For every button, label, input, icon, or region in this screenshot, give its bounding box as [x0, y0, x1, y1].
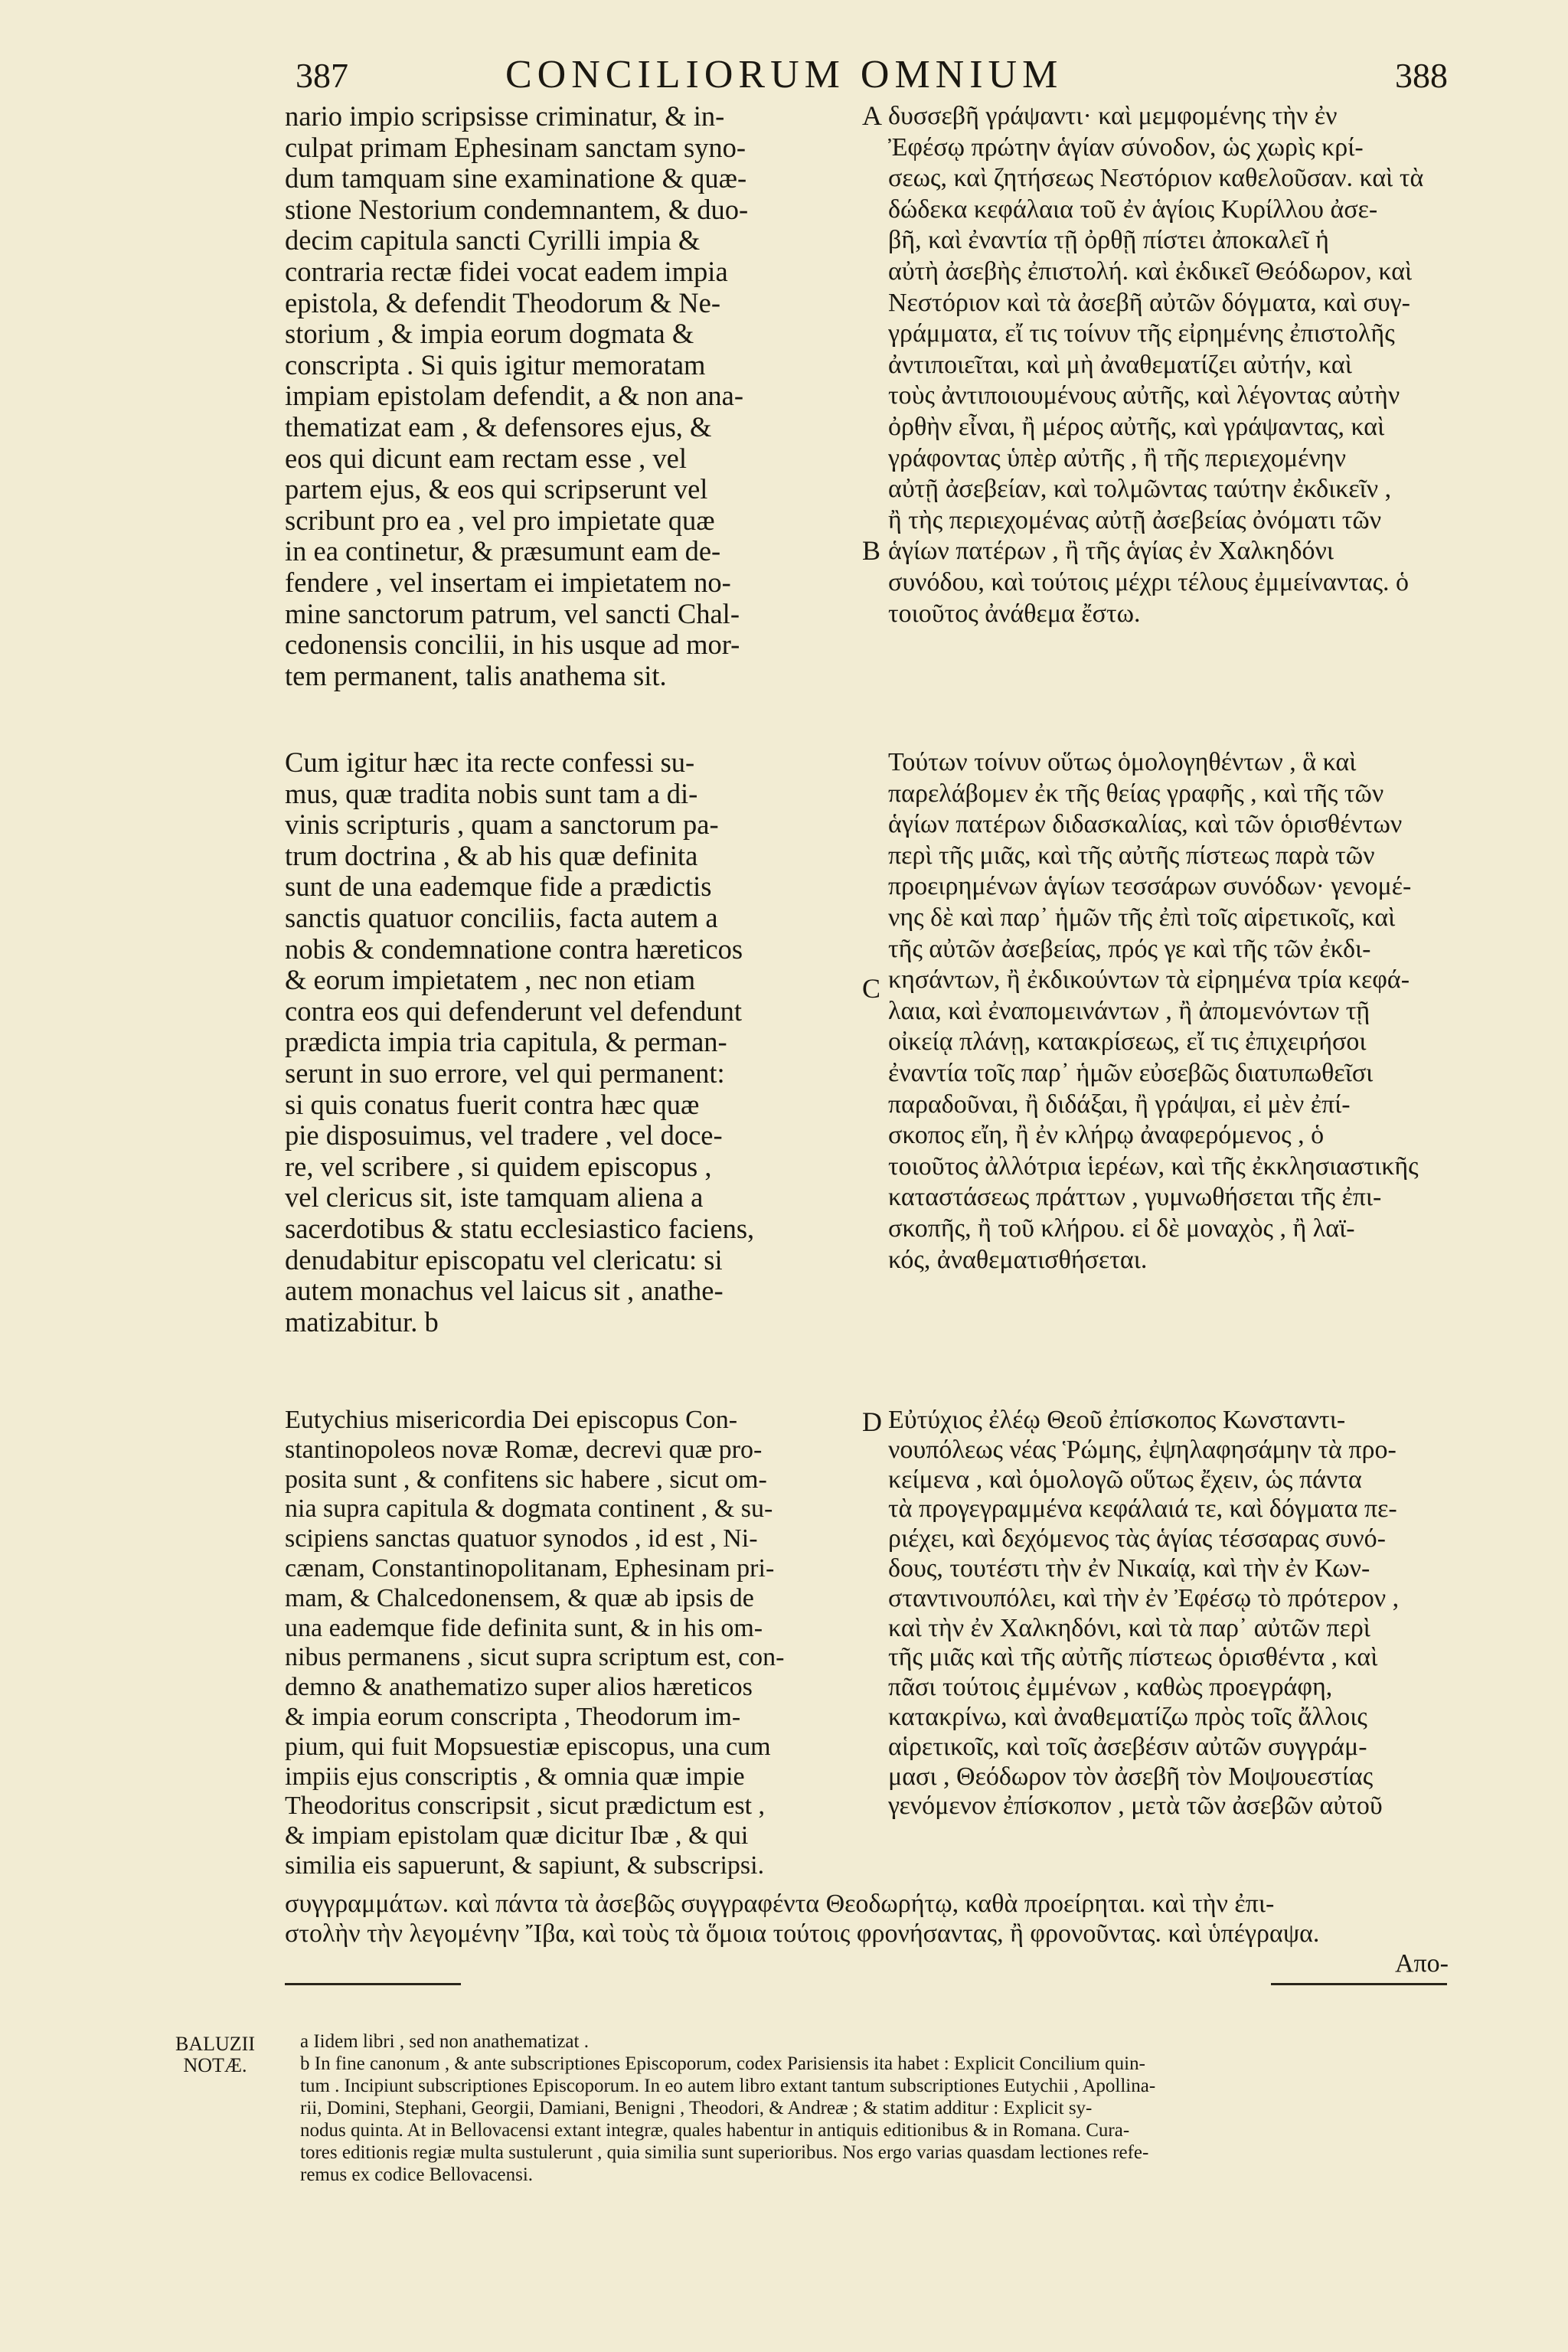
margin-marker-c: C — [862, 973, 881, 1004]
text-line: si quis conatus fuerit contra hæc quæ — [285, 1089, 700, 1120]
text-line: scribunt pro ea , vel pro impietate quæ — [285, 505, 715, 536]
text-line: κός, ἀναθεματισθήσεται. — [888, 1245, 1148, 1274]
text-line: σκοπος εἴη, ἢ ἐν κλήρῳ ἀναφερόμενος , ὁ — [888, 1121, 1325, 1150]
text-line: sanctis quatuor conciliis, facta autem a — [285, 902, 718, 933]
text-line: culpat primam Ephesinam sanctam syno- — [285, 132, 746, 163]
text-line: vel clericus sit, iste tamquam aliena a — [285, 1182, 704, 1214]
notes-label — [173, 2034, 257, 2076]
page-number-right: 388 — [1395, 56, 1448, 95]
margin-marker-d: D — [862, 1406, 882, 1437]
latin-column-top — [285, 101, 851, 691]
text-line: pium, qui fuit Mopsuestiæ episcopus, una cum — [285, 1732, 771, 1761]
text-line: similia eis sapuerunt, & sapiunt, & subscripsi. — [285, 1851, 765, 1880]
text-line: Cum igitur hæc ita recte confessi su- — [285, 747, 695, 778]
text-line: posita sunt , & confitens sic habere , sicut om- — [285, 1465, 767, 1494]
text-line: αὐτὴ ἀσεβὴς ἐπιστολή. καὶ ἐκδικεῖ Θεόδωρον, καὶ — [888, 256, 1413, 286]
text-line: ἢ τὴς περιεχομένας αὐτῇ ἀσεβείας ὀνόματι τῶν — [888, 505, 1382, 534]
text-line: Εὐτύχιος ἐλέῳ Θεοῦ ἐπίσκοπος Κωνσταντι- — [888, 1406, 1346, 1434]
text-line: γράμματα, εἴ τις τοίνυν τῆς εἰρημένης ἐπιστολῆς — [888, 319, 1395, 348]
text-line: autem monachus vel laicus sit , anathe- — [285, 1276, 724, 1307]
text-line: μασι , Θεόδωρον τὸν ἀσεβῆ τὸν Μοψουεστίας — [888, 1762, 1374, 1791]
text-line: vinis scripturis , quam a sanctorum pa- — [285, 809, 719, 841]
footnote-rule-right — [1271, 1983, 1447, 1985]
text-line: nario impio scripsisse criminatur, & in- — [285, 101, 725, 132]
text-line: γενόμενον ἐπίσκοπον , μετὰ τῶν ἀσεβῶν αὐτοῦ — [888, 1792, 1383, 1821]
text-line: impiis ejus conscriptis , & omnia quæ impie — [285, 1762, 745, 1791]
text-line: denudabitur episcopatu vel clericatu: si — [285, 1244, 723, 1276]
latin-column-subscription — [285, 1406, 851, 1881]
text-line: ριέχει, καὶ δεχόμενος τὰς ἁγίας τέσσαρας συνό- — [888, 1524, 1386, 1553]
text-line: ἀντιποιεῖται, καὶ μὴ ἀναθεματίζει αὐτήν, καὶ — [888, 350, 1352, 379]
text-line: Eutychius misericordia Dei episcopus Con- — [285, 1406, 738, 1434]
greek-column-top — [888, 101, 1439, 629]
text-line: γράφοντας ὑπὲρ αὐτῆς , ἢ τῆς περιεχομένην — [888, 443, 1346, 472]
text-line: Τούτων τοίνυν οὕτως ὁμολογηθέντων , ἃ καὶ — [888, 748, 1357, 776]
text-line: mus, quæ tradita nobis sunt tam a di- — [285, 778, 698, 809]
greek-column-subscription — [888, 1406, 1439, 1821]
text-line: scipiens sanctas quatuor synodos , id est , Ni- — [285, 1524, 758, 1553]
text-line: ἁγίων πατέρων , ἢ τῆς ἁγίας ἐν Χαλκηδόνι — [888, 537, 1334, 566]
margin-marker-b: B — [862, 535, 881, 566]
text-line: remus ex codice Bellovacensi. — [300, 2164, 534, 2185]
text-line: τῆς αὐτῶν ἀσεβείας, πρός γε καὶ τῆς τῶν ἐκδι- — [888, 934, 1371, 963]
text-line: cænam, Constantinopolitanam, Ephesinam pri- — [285, 1553, 775, 1583]
greek-full-width-text — [285, 1890, 1449, 1978]
text-line: Νεστόριον καὶ τὰ ἀσεβῆ αὐτῶν δόγματα, καὶ συγ- — [888, 288, 1411, 317]
text-line: συνόδου, καὶ τούτοις μέχρι τέλους ἐμμείναντας. ὁ — [888, 567, 1410, 596]
footnotes — [300, 2030, 1449, 2186]
text-line: κείμενα , καὶ ὁμολογῶ οὕτως ἔχειν, ὡς πάντα — [888, 1465, 1362, 1494]
text-line: epistola, & defendit Theodorum & Ne- — [285, 287, 720, 318]
text-line: a Iidem libri , sed non anathematizat . — [300, 2031, 589, 2052]
text-line: προειρημένων ἁγίων τεσσάρων συνόδων· γενομέ- — [888, 872, 1412, 901]
text-line: τοὺς ἀντιποιουμένους αὐτῆς, καὶ λέγοντας αὐτὴν — [888, 381, 1400, 410]
text-line: in ea continetur, & præsumunt eam de- — [285, 536, 721, 567]
text-line: τοιοῦτος ἀνάθεμα ἔστω. — [888, 599, 1141, 628]
text-line: demno & anathematizo super alios hæreticos — [285, 1673, 753, 1702]
text-line: & impiam epistolam quæ dicitur Ibæ , & qui — [285, 1821, 749, 1851]
text-line: τοιοῦτος ἀλλότρια ἱερέων, καὶ τῆς ἐκκλησιαστικῆς — [888, 1152, 1419, 1181]
text-line: trum doctrina , & ab his quæ definita — [285, 840, 698, 871]
notes-label-line: BALUZII — [175, 2033, 255, 2055]
text-line: Ἐφέσῳ πρώτην ἁγίαν σύνοδον, ὡς χωρὶς κρί- — [888, 132, 1364, 162]
text-line: παρελάβομεν ἐκ τῆς θείας γραφῆς , καὶ τῆς τῶν — [888, 779, 1384, 808]
text-line: δυσσεβῆ γράψαντι· καὶ μεμφομένης τὴν ἐν — [888, 102, 1338, 130]
text-line: κατακρίνω, καὶ ἀναθεματίζω πρὸς τοῖς ἄλλοις — [888, 1702, 1367, 1731]
text-line: rii, Domini, Stephani, Georgii, Damiani, Benigni , Theodori, & Andreæ ; & statim additur : Explicit sy- — [300, 2098, 1093, 2118]
text-line: τῆς μιᾶς καὶ τῆς αὐτῆς πίστεως ὁρισθέντα , καὶ — [888, 1643, 1378, 1672]
text-line: νης δὲ καὶ παρ᾽ ἡμῶν τῆς ἐπὶ τοῖς αἱρετικοῖς, καὶ — [888, 903, 1396, 932]
text-line: tem permanent, talis anathema sit. — [285, 660, 667, 691]
notes-label-line: NOTÆ. — [183, 2054, 247, 2076]
text-line: conscripta . Si quis igitur memoratam — [285, 349, 706, 381]
text-line: οἰκείᾳ πλάνῃ, κατακρίσεως, εἴ τις ἐπιχειρήσοι — [888, 1027, 1367, 1057]
text-line: Theodoritus conscripsit , sicut prædictum est , — [285, 1792, 766, 1821]
text-line: prædicta impia tria capitula, & perman- — [285, 1027, 727, 1058]
page-number-left: 387 — [296, 56, 348, 95]
text-line: thematizat eam , & defensores ejus, & — [285, 411, 712, 443]
text-line: περὶ τῆς μιᾶς, καὶ τῆς αὐτῆς πίστεως παρὰ τῶν — [888, 841, 1375, 870]
text-line: παραδοῦναι, ἢ διδάξαι, ἢ γράψαι, εἰ μὲν ἐπί- — [888, 1089, 1351, 1119]
text-line: re, vel scribere , si quidem episcopus , — [285, 1151, 712, 1182]
text-line: σεως, καὶ ζητήσεως Νεστόριον καθελοῦσαν. καὶ τὰ — [888, 164, 1424, 193]
text-line: una eademque fide definita sunt, & in his om- — [285, 1613, 763, 1642]
text-line: συγγραμμάτων. καὶ πάντα τὰ ἀσεβῶς συγγραφέντα Θεοδωρήτῳ, καθὰ προείρηται. καὶ τὴν ἐπι- — [285, 1890, 1275, 1918]
text-line: stantinopoleos novæ Romæ, decrevi quæ pro- — [285, 1435, 763, 1464]
text-line: cedonensis concilii, in his usque ad mor- — [285, 629, 740, 661]
text-line: αὐτῇ ἀσεβείαν, καὶ τολμῶντας ταύτην ἐκδικεῖν , — [888, 475, 1392, 504]
footnote-rule-left — [285, 1983, 461, 1985]
text-line: βῆ, καὶ ἐναντία τῇ ὀρθῇ πίστει ἀποκαλεῖ ἡ — [888, 226, 1329, 255]
text-line: sacerdotibus & statu ecclesiastico faciens, — [285, 1213, 755, 1244]
text-line: mam, & Chalcedonensem, & quæ ab ipsis de — [285, 1583, 754, 1612]
text-line: τὰ προγεγραμμένα κεφάλαιά τε, καὶ δόγματα πε- — [888, 1494, 1397, 1524]
text-line: nia supra capitula & dogmata continent , & su- — [285, 1494, 773, 1524]
text-line: stione Nestorium condemnantem, & duo- — [285, 194, 749, 225]
greek-column-middle — [888, 747, 1439, 1276]
text-line: δους, τουτέστι τὴν ἐν Νικαίᾳ, καὶ τὴν ἐν Κων- — [888, 1553, 1370, 1583]
text-line: b In fine canonum , & ante subscriptiones Episcoporum, codex Parisiensis ita habet : Explicit Concilium quin- — [300, 2053, 1145, 2074]
latin-column-middle — [285, 747, 851, 1338]
text-line: & impia eorum conscripta , Theodorum im- — [285, 1702, 741, 1731]
text-line: nibus permanens , sicut supra scriptum est, con- — [285, 1643, 785, 1672]
text-line: δώδεκα κεφάλαια τοῦ ἐν ἁγίοις Κυρίλλου ἀσε- — [888, 194, 1378, 224]
text-line: σταντινουπόλει, καὶ τὴν ἐν Ἐφέσῳ τὸ πρότερον , — [888, 1583, 1400, 1612]
margin-marker-a: A — [862, 100, 882, 131]
text-line: impiam epistolam defendit, a & non ana- — [285, 381, 744, 412]
running-title: CONCILIORUM OMNIUM — [505, 53, 1063, 96]
text-line: λαια, καὶ ἐναπομεινάντων , ἢ ἀπομενόντων τῇ — [888, 996, 1370, 1025]
text-line: σκοπῆς, ἢ τοῦ κλήρου. εἰ δὲ μοναχὸς , ἢ λαϊ- — [888, 1214, 1355, 1243]
text-line: decim capitula sancti Cyrilli impia & — [285, 225, 701, 256]
text-line: ὀρθὴν εἶναι, ἢ μέρος αὐτῆς, καὶ γράψαντας, καὶ — [888, 412, 1385, 441]
text-line: serunt in suo errore, vel qui permanent: — [285, 1057, 725, 1089]
text-line: pie disposuimus, vel tradere , vel doce- — [285, 1120, 723, 1152]
text-line: & eorum impietatem , nec non etiam — [285, 965, 696, 996]
text-line: καὶ τὴν ἐν Χαλκηδόνι, καὶ τὰ παρ᾽ αὐτῶν περὶ — [888, 1613, 1370, 1642]
text-line: tores editionis regiæ multa sustulerunt , quia similia sunt superioribus. Nos ergo varias quasdam lectiones refe- — [300, 2142, 1149, 2163]
text-line: contraria rectæ fidei vocat eadem impia — [285, 256, 728, 287]
text-line: tum . Incipiunt subscriptiones Episcoporum. In eo autem libro extant tantum subscriptiones Eutychii , Apollina- — [300, 2076, 1156, 2096]
text-line: matizabitur. b — [285, 1306, 439, 1338]
text-line: dum tamquam sine examinatione & quæ- — [285, 163, 747, 194]
text-line: partem ejus, & eos qui scripserunt vel — [285, 474, 708, 505]
text-line: ἐναντία τοῖς παρ᾽ ἡμῶν εὐσεβῶς διατυπωθεῖσι — [888, 1058, 1374, 1087]
text-line: αἱρετικοῖς, καὶ τοῖς ἀσεβέσιν αὐτῶν συγγράμ- — [888, 1732, 1367, 1761]
catchword: Απο- — [1394, 1949, 1449, 1978]
text-line: nobis & condemnatione contra hæreticos — [285, 933, 743, 965]
text-line: κησάντων, ἢ ἐκδικούντων τὰ εἰρημένα τρία κεφά- — [888, 965, 1410, 995]
text-line: storium , & impia eorum dogmata & — [285, 318, 694, 350]
text-line: πᾶσι τούτοις ἐμμένων , καθὼς προεγράφη, — [888, 1673, 1333, 1702]
text-line: fendere , vel insertam ei impietatem no- — [285, 567, 731, 598]
text-line: νουπόλεως νέας Ῥώμης, ἐψηλαφησάμην τὰ προ- — [888, 1435, 1396, 1464]
text-line: ἁγίων πατέρων διδασκαλίας, καὶ τῶν ὁρισθέντων — [888, 810, 1403, 839]
text-line: καταστάσεως πράττων , γυμνωθήσεται τῆς ἐπι- — [888, 1183, 1382, 1212]
text-line: sunt de una eademque fide a prædictis — [285, 871, 712, 903]
text-line: στολὴν τὴν λεγομένην Ἴβα, καὶ τοὺς τὰ ὅμοια τούτοις φρονήσαντας, ἢ φρονοῦντας. καὶ ὑπέγραψα. — [285, 1919, 1320, 1948]
text-line: eos qui dicunt eam rectam esse , vel — [285, 443, 688, 474]
text-line: nodus quinta. At in Bellovacensi extant integræ, quales habentur in antiquis editionibus & in Romana. Cura- — [300, 2120, 1130, 2141]
text-line: mine sanctorum patrum, vel sancti Chal- — [285, 598, 740, 629]
text-line: contra eos qui defenderunt vel defendunt — [285, 995, 742, 1027]
